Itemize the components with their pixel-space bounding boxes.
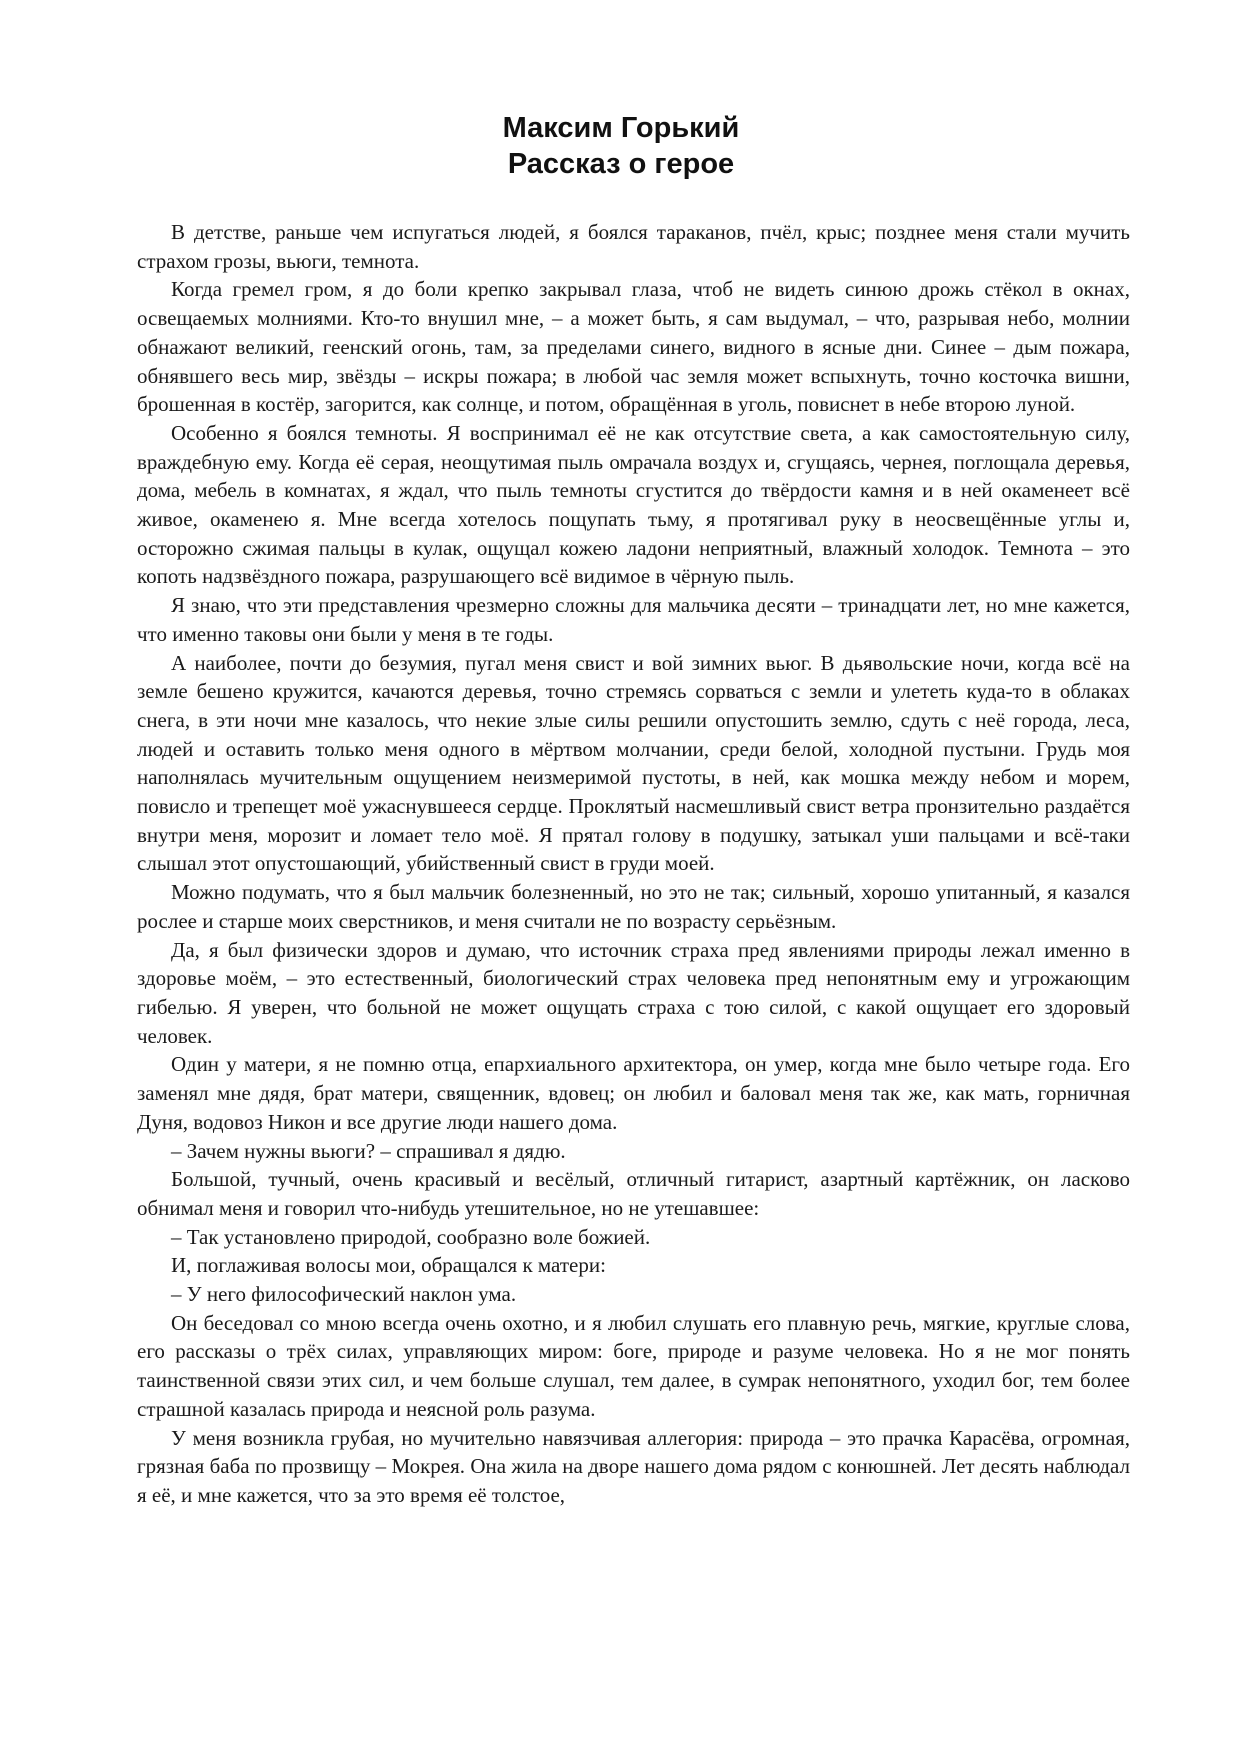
paragraph: – Так установлено природой, сообразно воле божией. [171, 1224, 651, 1249]
paragraph: Можно подумать, что я был мальчик болезненный, но это не так; сильный, хорошо упитанный, я казался рослее и старше моих сверстников, и меня считали не по возрасту серьёзным. [137, 880, 1130, 933]
author-name: Максим Горький [502, 112, 740, 144]
paragraph: Он беседовал со мною всегда очень охотно, и я любил слушать его плавную речь, мягкие, круглые слова, его рассказы о трёх силах, управляющих миром: боге, природе и разуме человека. Но я не мог понять таинственной связи этих сил, и чем больше слушал, тем далее, в сумрак непонятного, уходил бог, тем более страшной казалась природа и неясной роль разума. [137, 1310, 1130, 1421]
paragraph: У меня возникла грубая, но мучительно навязчивая аллегория: природа – это прачка Карасёва, огромная, грязная баба по прозвищу – Мокрея. Она жила на дворе нашего дома рядом с конюшней. Лет десять наблюдал я её, и мне кажется, что за это время её толстое, [137, 1425, 1130, 1507]
paragraph: Когда гремел гром, я до боли крепко закрывал глаза, чтоб не видеть синюю дрожь стёкол в окнах, освещаемых молниями. Кто-то внушил мне, – а может быть, я сам выдумал, – что, разрывая небо, молнии обнажают великий, геенский огонь, там, за пределами синего, видного в ясные дни. Синее – дым пожара, обнявшего весь мир, звёзды – искры пожара; в любой час земля может вспыхнуть, точно косточка вишни, брошенная в костёр, загорится, как солнце, и потом, обращённая в уголь, повиснет в небе второю луной. [137, 277, 1130, 417]
story-title: Рассказ о герое [507, 148, 735, 180]
story-body [137, 218, 1130, 1510]
paragraph: А наиболее, почти до безумия, пугал меня свист и вой зимних вьюг. В дьявольские ночи, когда всё на земле бешено кружится, качаются деревья, точно стремясь сорваться с земли и улететь куда-то в облаках снега, в эти ночи мне казалось, что некие злые силы решили опустошить землю, сдуть с неё города, леса, людей и оставить только меня одного в мёртвом молчании, среди белой, холодной пустыни. Грудь моя наполнялась мучительным ощущением неизмеримой пустоты, в ней, как мошка между небом и морем, повисло и трепещет моё ужаснувшееся сердце. Проклятый насмешливый свист ветра пронзительно раздаётся внутри меня, морозит и ломает тело моё. Я прятал голову в подушку, затыкал уши пальцами и всё-таки слышал этот опустошающий, убийственный свист в груди моей. [137, 650, 1130, 876]
paragraph: Большой, тучный, очень красивый и весёлый, отличный гитарист, азартный картёжник, он ласково обнимал меня и говорил что-нибудь утешительное, но не утешавшее: [137, 1167, 1130, 1220]
paragraph: – Зачем нужны вьюги? – спрашивал я дядю. [171, 1138, 566, 1163]
document-header [0, 110, 1242, 182]
paragraph: И, поглаживая волосы мои, обращался к матери: [171, 1253, 606, 1278]
paragraph: Один у матери, я не помню отца, епархиального архитектора, он умер, когда мне было четыре года. Его заменял мне дядя, брат матери, священник, вдовец; он любил и баловал меня так же, как мать, горничная Дуня, водовоз Никон и все другие люди нашего дома. [137, 1052, 1130, 1134]
paragraph: – У него философический наклон ума. [171, 1282, 517, 1307]
paragraph: Я знаю, что эти представления чрезмерно сложны для мальчика десяти – тринадцати лет, но мне кажется, что именно таковы они были у меня в те годы. [137, 593, 1130, 646]
paragraph: Особенно я боялся темноты. Я воспринимал её не как отсутствие света, а как самостоятельную силу, враждебную ему. Когда её серая, неощутимая пыль омрачала воздух и, сгущаясь, чернея, поглощала деревья, дома, мебель в комнатах, я ждал, что пыль темноты сгустится до твёрдости камня и в ней окаменеет всё живое, окаменею я. Мне всегда хотелось пощупать тьму, я протягивал руку в неосвещённые углы и, осторожно сжимая пальцы в кулак, ощущал кожею ладони неприятный, влажный холодок. Темнота – это копоть надзвёздного пожара, разрушающего всё видимое в чёрную пыль. [137, 420, 1130, 589]
paragraph: В детстве, раньше чем испугаться людей, я боялся тараканов, пчёл, крыс; позднее меня стали мучить страхом грозы, вьюги, темнота. [137, 220, 1130, 273]
paragraph: Да, я был физически здоров и думаю, что источник страха пред явлениями природы лежал именно в здоровье моём, – это естественный, биологический страх человека пред непонятным ему и угрожающим гибелью. Я уверен, что больной не может ощущать страха с тою силой, с какой ощущает его здоровый человек. [137, 937, 1130, 1048]
